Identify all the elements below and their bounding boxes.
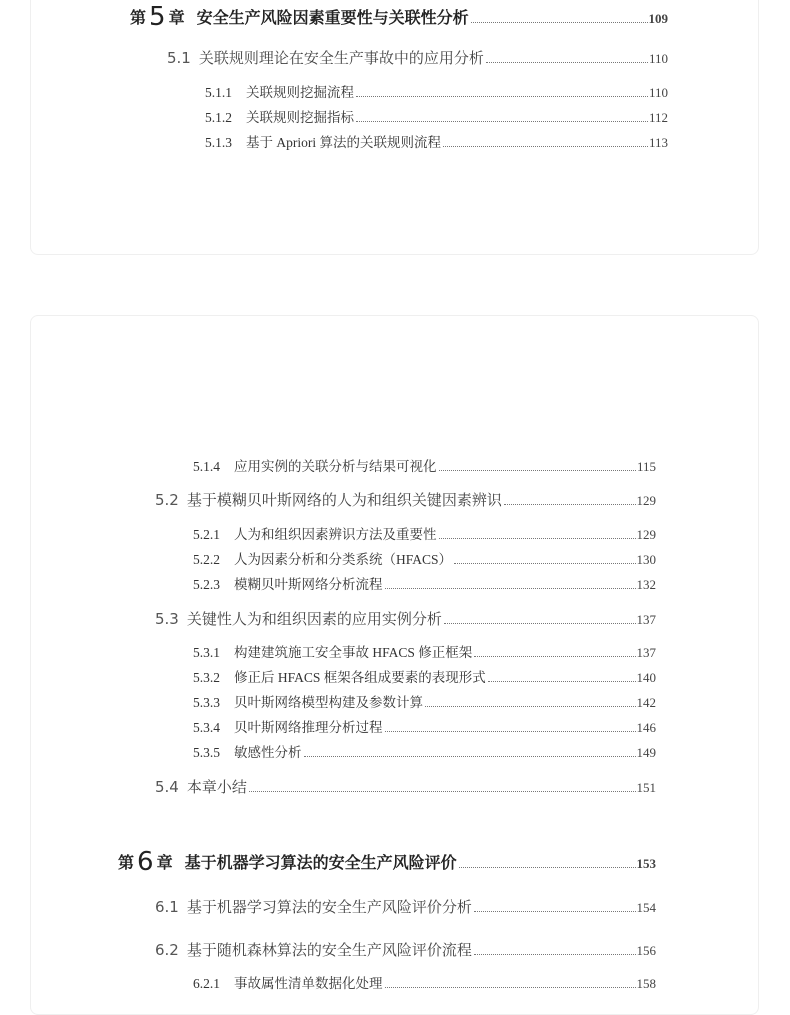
chapter-number: 6 [137,847,154,877]
toc-section-6-1[interactable]: 6.1 基于机器学习算法的安全生产风险评价分析 154 [155,898,656,916]
toc-subsection-5-2-3[interactable]: 5.2.3 模糊贝叶斯网络分析流程 132 [193,577,656,592]
toc-subsection-5-1-4[interactable]: 5.1.4 应用实例的关联分析与结果可视化 115 [193,459,656,474]
toc-section-6-2[interactable]: 6.2 基于随机森林算法的安全生产风险评价流程 156 [155,941,656,959]
toc-subsection-5-3-3[interactable]: 5.3.3 贝叶斯网络模型构建及参数计算 142 [193,695,656,710]
toc-subsection-5-3-1[interactable]: 5.3.1 构建建筑施工安全事故 HFACS 修正框架 137 [193,645,656,660]
chapter-number: 5 [149,2,166,32]
toc-subsection-5-2-1[interactable]: 5.2.1 人为和组织因素辨识方法及重要性 129 [193,527,656,542]
chapter-title: 基于机器学习算法的安全生产风险评价 [184,853,457,872]
toc-chapter-5[interactable]: 第 5 章 安全生产风险因素重要性与关联性分析 109 [130,2,668,32]
toc-section-5-1[interactable]: 5.1 关联规则理论在安全生产事故中的应用分析 110 [167,49,668,67]
toc-subsection-5-1-2[interactable]: 5.1.2 关联规则挖掘指标 112 [205,110,668,125]
toc-subsection-5-1-3[interactable]: 5.1.3 基于 Apriori 算法的关联规则流程 113 [205,135,668,150]
toc-section-5-3[interactable]: 5.3 关键性人为和组织因素的应用实例分析 137 [155,610,656,628]
toc-subsection-5-2-2[interactable]: 5.2.2 人为因素分析和分类系统（HFACS） 130 [193,552,656,567]
toc-section-5-2[interactable]: 5.2 基于模糊贝叶斯网络的人为和组织关键因素辨识 129 [155,491,656,509]
toc-section-5-4[interactable]: 5.4 本章小结 151 [155,778,656,796]
page-number: 109 [648,11,668,26]
toc-subsection-5-3-4[interactable]: 5.3.4 贝叶斯网络推理分析过程 146 [193,720,656,735]
toc-page-top [30,0,759,255]
toc-subsection-5-1-1[interactable]: 5.1.1 关联规则挖掘流程 110 [205,85,668,100]
toc-chapter-6[interactable]: 第 6 章 基于机器学习算法的安全生产风险评价 153 [118,847,656,877]
chapter-title: 安全生产风险因素重要性与关联性分析 [196,8,469,27]
toc-subsection-5-3-5[interactable]: 5.3.5 敏感性分析 149 [193,745,656,760]
toc-subsection-6-2-1[interactable]: 6.2.1 事故属性清单数据化处理 158 [193,976,656,991]
leader-dots [471,22,648,23]
toc-subsection-5-3-2[interactable]: 5.3.2 修正后 HFACS 框架各组成要素的表现形式 140 [193,670,656,685]
